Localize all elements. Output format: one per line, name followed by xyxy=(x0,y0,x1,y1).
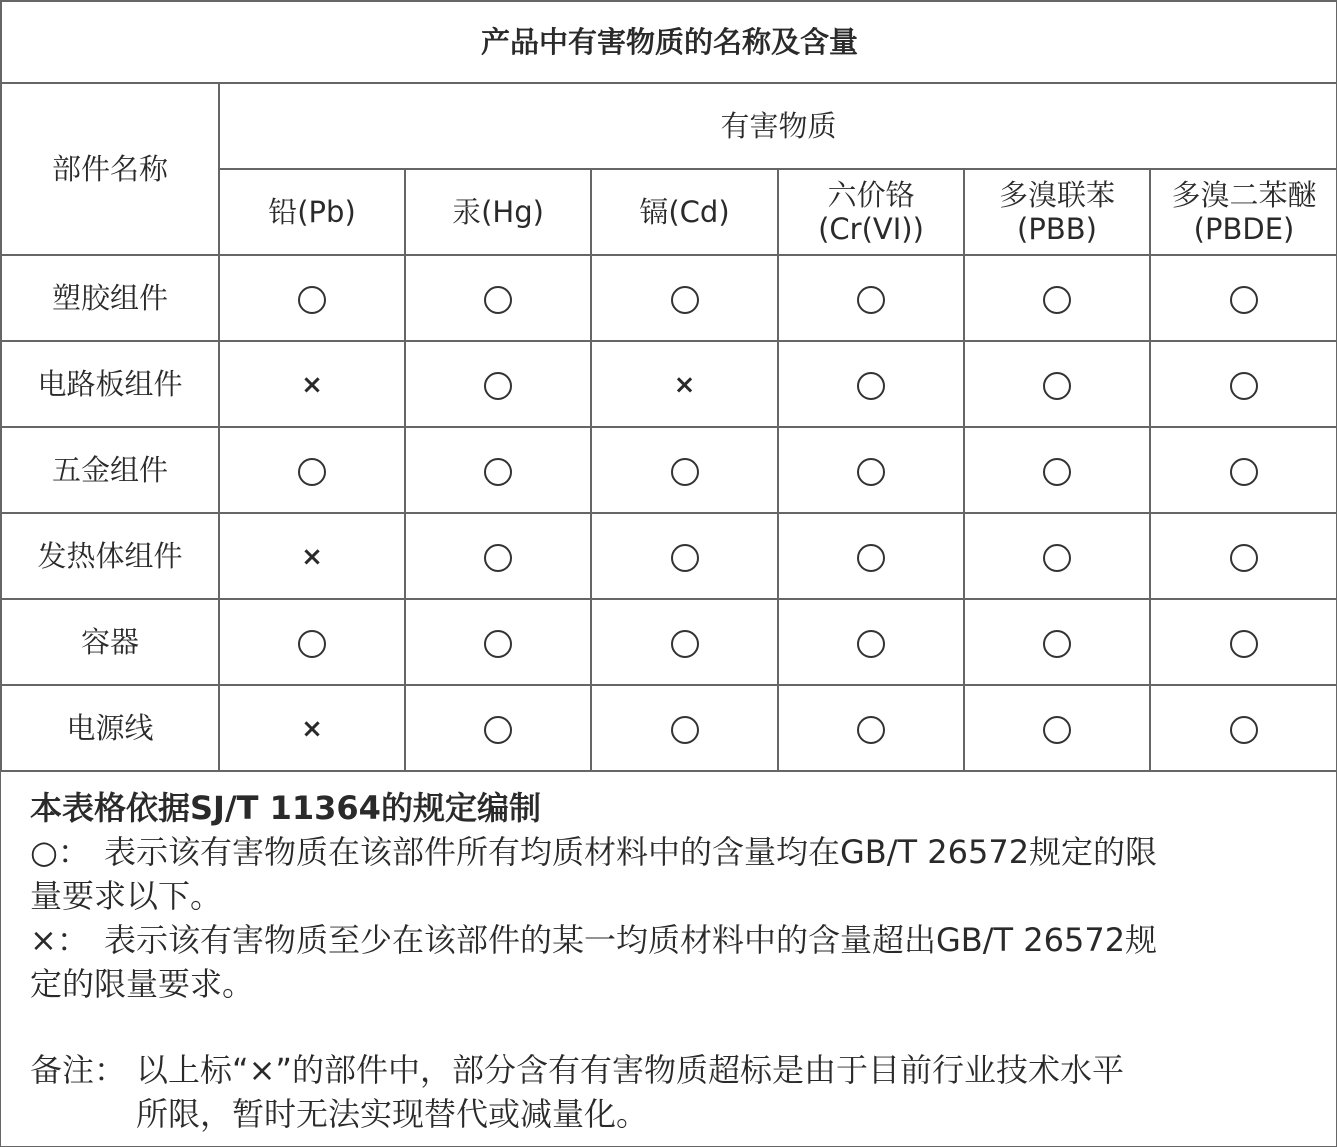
substance-column-header xyxy=(219,169,405,255)
mark-cell xyxy=(219,599,405,685)
mark-cell xyxy=(591,599,778,685)
table-row xyxy=(1,255,1337,341)
table-row xyxy=(1,513,1337,599)
circle-mark-icon xyxy=(671,458,699,486)
circle-mark-icon xyxy=(1043,372,1071,400)
mark-cell xyxy=(778,599,964,685)
circle-mark-icon xyxy=(298,630,326,658)
cross-note xyxy=(30,918,1320,962)
mark-cell xyxy=(778,255,964,341)
table-row xyxy=(1,427,1337,513)
substance-column-header xyxy=(778,169,964,255)
table-row xyxy=(1,341,1337,427)
substance-name: 多溴二苯醚 xyxy=(1171,178,1317,212)
mark-cell xyxy=(591,255,778,341)
mark-cell xyxy=(219,427,405,513)
substance-name: 铅(Pb) xyxy=(268,195,356,229)
circle-mark-icon xyxy=(1230,716,1258,744)
substance-column-header xyxy=(591,169,778,255)
mark-cell xyxy=(778,513,964,599)
substance-formula: (Cr(VI)) xyxy=(818,212,924,246)
part-name-cell: 塑胶组件 xyxy=(1,255,219,341)
circle-mark-icon xyxy=(857,458,885,486)
substance-column-header xyxy=(405,169,591,255)
circle-mark-icon xyxy=(1230,630,1258,658)
circle-mark-icon xyxy=(671,630,699,658)
substance-column-header xyxy=(1150,169,1337,255)
table-row xyxy=(1,599,1337,685)
mark-cell xyxy=(405,599,591,685)
circle-note xyxy=(30,830,1320,874)
mark-cell xyxy=(1150,685,1337,771)
mark-cell xyxy=(591,341,778,427)
mark-cell xyxy=(591,427,778,513)
mark-cell xyxy=(219,513,405,599)
mark-cell xyxy=(405,255,591,341)
circle-mark-icon xyxy=(484,458,512,486)
mark-cell xyxy=(219,685,405,771)
circle-note-symbol: ○： xyxy=(30,833,90,871)
cross-mark: × xyxy=(301,714,323,744)
mark-cell xyxy=(964,427,1150,513)
table-title: 产品中有害物质的名称及含量 xyxy=(1,1,1337,83)
circle-mark-icon xyxy=(1230,372,1258,400)
cross-mark: × xyxy=(301,542,323,572)
substance-formula: (PBB) xyxy=(1017,212,1097,246)
circle-mark-icon xyxy=(1043,630,1071,658)
circle-mark-icon xyxy=(1043,544,1071,572)
mark-cell xyxy=(1150,341,1337,427)
cross-mark: × xyxy=(301,370,323,400)
circle-mark-icon xyxy=(1230,544,1258,572)
mark-cell xyxy=(964,255,1150,341)
mark-cell xyxy=(964,341,1150,427)
circle-mark-icon xyxy=(298,458,326,486)
circle-mark-icon xyxy=(671,716,699,744)
part-name-cell: 五金组件 xyxy=(1,427,219,513)
mark-cell xyxy=(591,513,778,599)
mark-cell xyxy=(1150,427,1337,513)
part-name-header: 部件名称 xyxy=(1,83,219,255)
mark-cell xyxy=(591,685,778,771)
circle-note-text: 表示该有害物质在该部件所有均质材料中的含量均在GB/T 26572规定的限 xyxy=(104,833,1158,871)
circle-mark-icon xyxy=(857,372,885,400)
part-name-cell: 电源线 xyxy=(1,685,219,771)
circle-mark-icon xyxy=(484,716,512,744)
cross-note-continuation: 定的限量要求。 xyxy=(30,965,255,1003)
circle-mark-icon xyxy=(1043,458,1071,486)
circle-mark-icon xyxy=(484,372,512,400)
mark-cell xyxy=(964,599,1150,685)
mark-cell xyxy=(778,685,964,771)
mark-cell xyxy=(219,341,405,427)
mark-cell xyxy=(778,427,964,513)
mark-cell xyxy=(405,341,591,427)
substance-formula: (PBDE) xyxy=(1193,212,1295,246)
mark-cell xyxy=(778,341,964,427)
table-row xyxy=(1,685,1337,771)
mark-cell xyxy=(405,685,591,771)
circle-mark-icon xyxy=(1043,716,1071,744)
circle-mark-icon xyxy=(857,716,885,744)
substance-name: 镉(Cd) xyxy=(639,195,730,229)
circle-mark-icon xyxy=(484,286,512,314)
circle-mark-icon xyxy=(484,630,512,658)
circle-mark-icon xyxy=(857,544,885,572)
mark-cell xyxy=(405,513,591,599)
substance-name: 汞(Hg) xyxy=(452,195,544,229)
mark-cell xyxy=(1150,599,1337,685)
part-name-cell: 容器 xyxy=(1,599,219,685)
remark-text: 以上标“×”的部件中，部分含有有害物质超标是由于目前行业技术水平 xyxy=(136,1051,1124,1089)
mark-cell xyxy=(1150,513,1337,599)
remark-label: 备注： xyxy=(30,1051,127,1089)
circle-mark-icon xyxy=(857,630,885,658)
notes-section xyxy=(30,786,1320,1136)
circle-mark-icon xyxy=(671,286,699,314)
remark-note xyxy=(30,1048,1320,1136)
mark-cell xyxy=(964,685,1150,771)
circle-mark-icon xyxy=(298,286,326,314)
cross-mark: × xyxy=(673,370,696,400)
substance-name: 多溴联苯 xyxy=(998,178,1115,212)
substances-header: 有害物质 xyxy=(219,83,1337,169)
mark-cell xyxy=(1150,255,1337,341)
circle-mark-icon xyxy=(484,544,512,572)
part-name-cell: 电路板组件 xyxy=(1,341,219,427)
substance-column-header xyxy=(964,169,1150,255)
circle-mark-icon xyxy=(1043,286,1071,314)
circle-mark-icon xyxy=(1230,286,1258,314)
remark-text-continuation: 所限，暂时无法实现替代或减量化。 xyxy=(136,1095,649,1133)
circle-mark-icon xyxy=(671,544,699,572)
part-name-cell: 发热体组件 xyxy=(1,513,219,599)
cross-note-symbol: ×： xyxy=(30,921,89,959)
cross-note-text: 表示该有害物质至少在该部件的某一均质材料中的含量超出GB/T 26572规 xyxy=(104,921,1158,959)
circle-mark-icon xyxy=(857,286,885,314)
notes-heading: 本表格依据SJ/T 11364的规定编制 xyxy=(30,789,541,827)
mark-cell xyxy=(219,255,405,341)
mark-cell xyxy=(405,427,591,513)
substance-name: 六价铬 xyxy=(827,178,915,212)
circle-mark-icon xyxy=(1230,458,1258,486)
mark-cell xyxy=(964,513,1150,599)
circle-note-continuation: 量要求以下。 xyxy=(30,877,223,915)
